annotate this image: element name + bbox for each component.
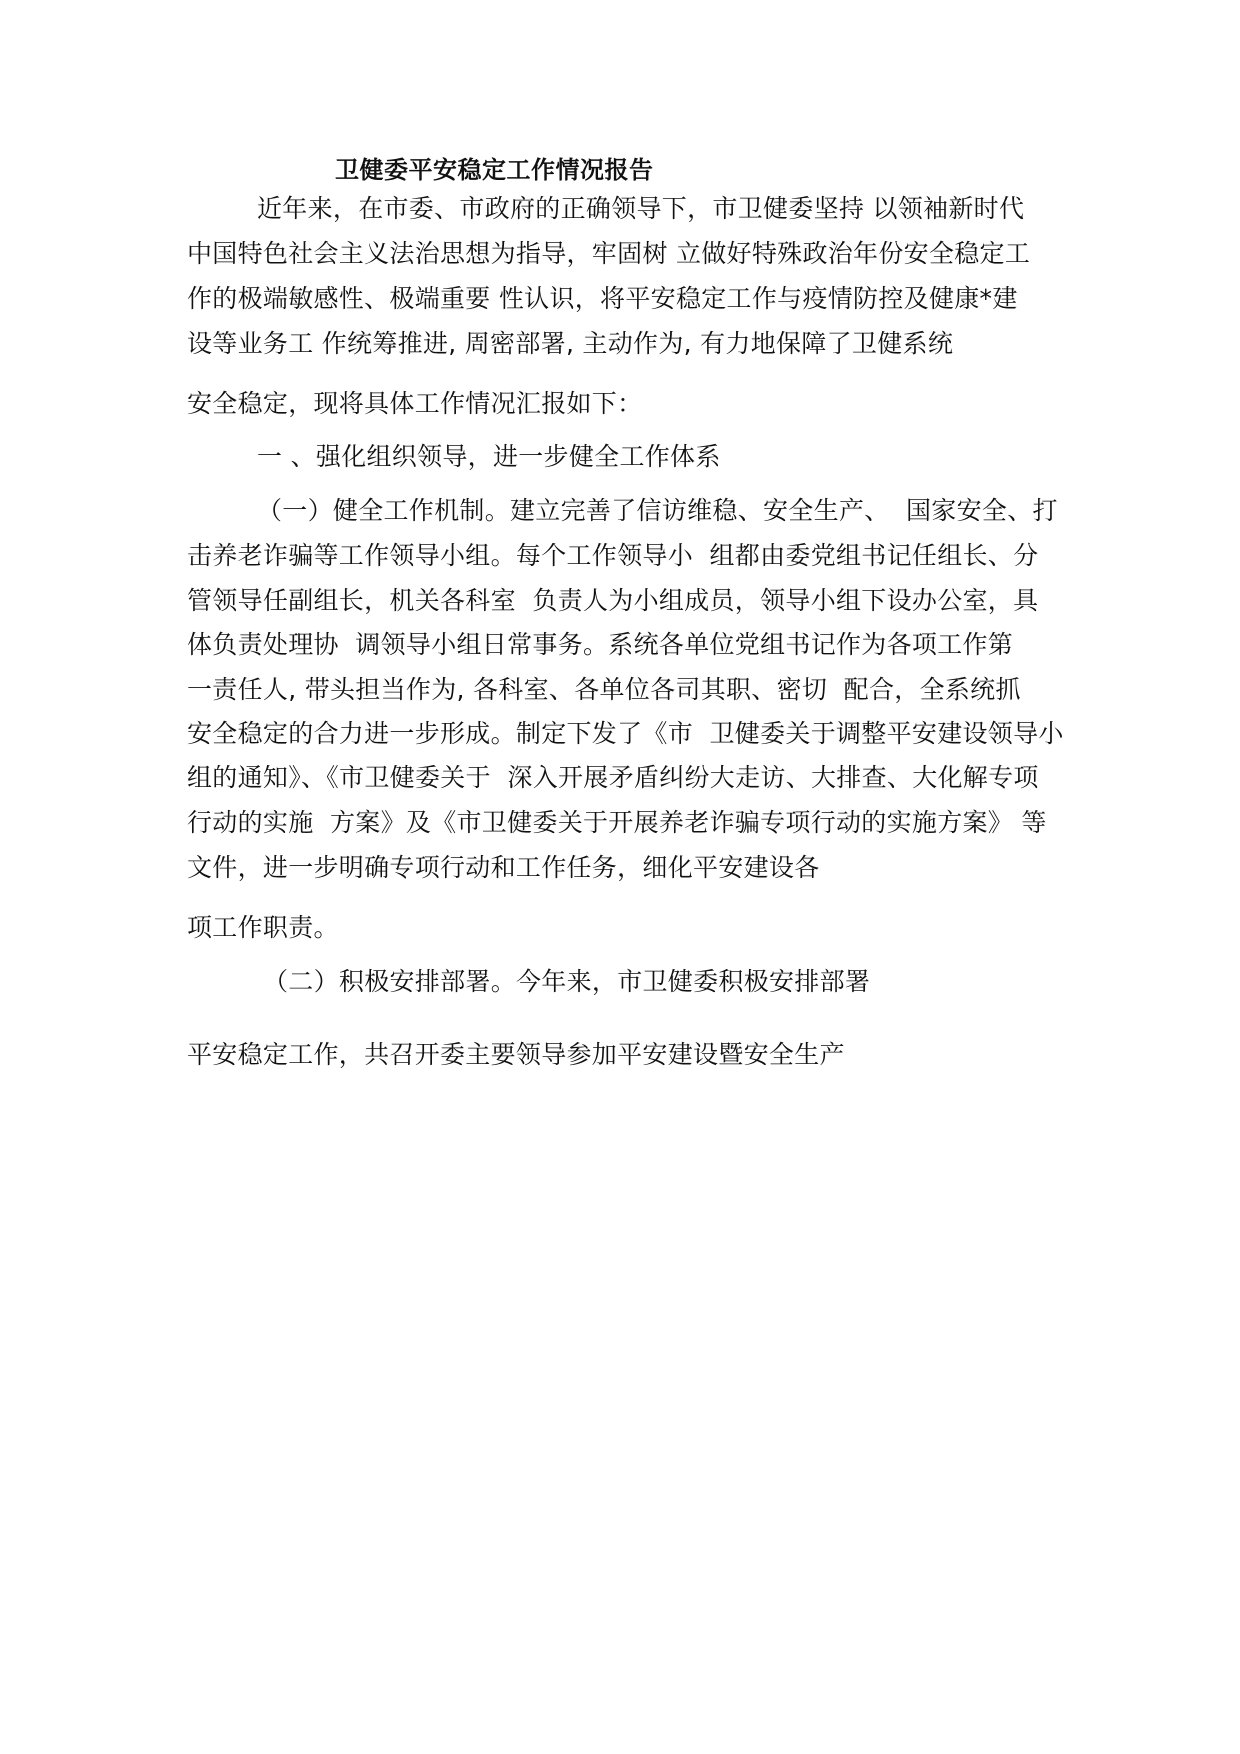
paragraph-line: 设等业务工 作统筹推进, 周密部署, 主动作为, 有力地保障了卫健系统: [187, 329, 954, 358]
paragraph-line: 一责任人, 带头担当作为, 各科室、各单位各司其职、密切 配合，全系统抓: [187, 675, 1021, 704]
paragraph-line: 安全稳定，现将具体工作情况汇报如下：: [187, 389, 643, 418]
paragraph-line: 管领导任副组长，机关各科室 负责人为小组成员，领导小组下设办公室，具: [187, 586, 1039, 615]
paragraph-line: 中国特色社会主义法治思想为指导，牢固树 立做好特殊政治年份安全稳定工: [187, 239, 1031, 268]
paragraph-line: 项工作职责。: [187, 913, 339, 942]
paragraph-line: 作的极端敏感性、极端重要 性认识，将平安稳定工作与疫情防控及健康*建: [187, 284, 1018, 313]
paragraph-line: 行动的实施 方案》及《市卫健委关于开展养老诈骗专项行动的实施方案》 等: [187, 808, 1047, 837]
paragraph-line: 文件，进一步明确专项行动和工作任务，细化平安建设各: [187, 853, 820, 882]
paragraph-line: 安全稳定的合力进一步形成。制定下发了《市 卫健委关于调整平安建设领导小: [187, 719, 1064, 748]
paragraph-line: 体负责处理协 调领导小组日常事务。系统各单位党组书记作为各项工作第: [187, 630, 1014, 659]
paragraph-line: 近年来，在市委、市政府的正确领导下，市卫健委坚持 以领袖新时代: [257, 194, 1025, 223]
subsection-line: （一）健全工作机制。建立完善了信访维稳、安全生产、 国家安全、打: [257, 496, 1058, 525]
subsection-line: （二）积极安排部署。今年来，市卫健委积极安排部署: [263, 967, 871, 996]
paragraph-line: 组的通知》、《市卫健委关于 深入开展矛盾纠纷大走访、大排查、大化解专项: [187, 763, 1039, 792]
paragraph-line: 平安稳定工作，共召开委主要领导参加平安建设暨安全生产: [187, 1040, 845, 1069]
paragraph-line: 击养老诈骗等工作领导小组。每个工作领导小 组都由委党组书记任组长、分: [187, 541, 1039, 570]
section-heading: 一 、强化组织领导，进一步健全工作体系: [257, 442, 721, 471]
document-title: 卫健委平安稳定工作情况报告: [335, 156, 654, 184]
